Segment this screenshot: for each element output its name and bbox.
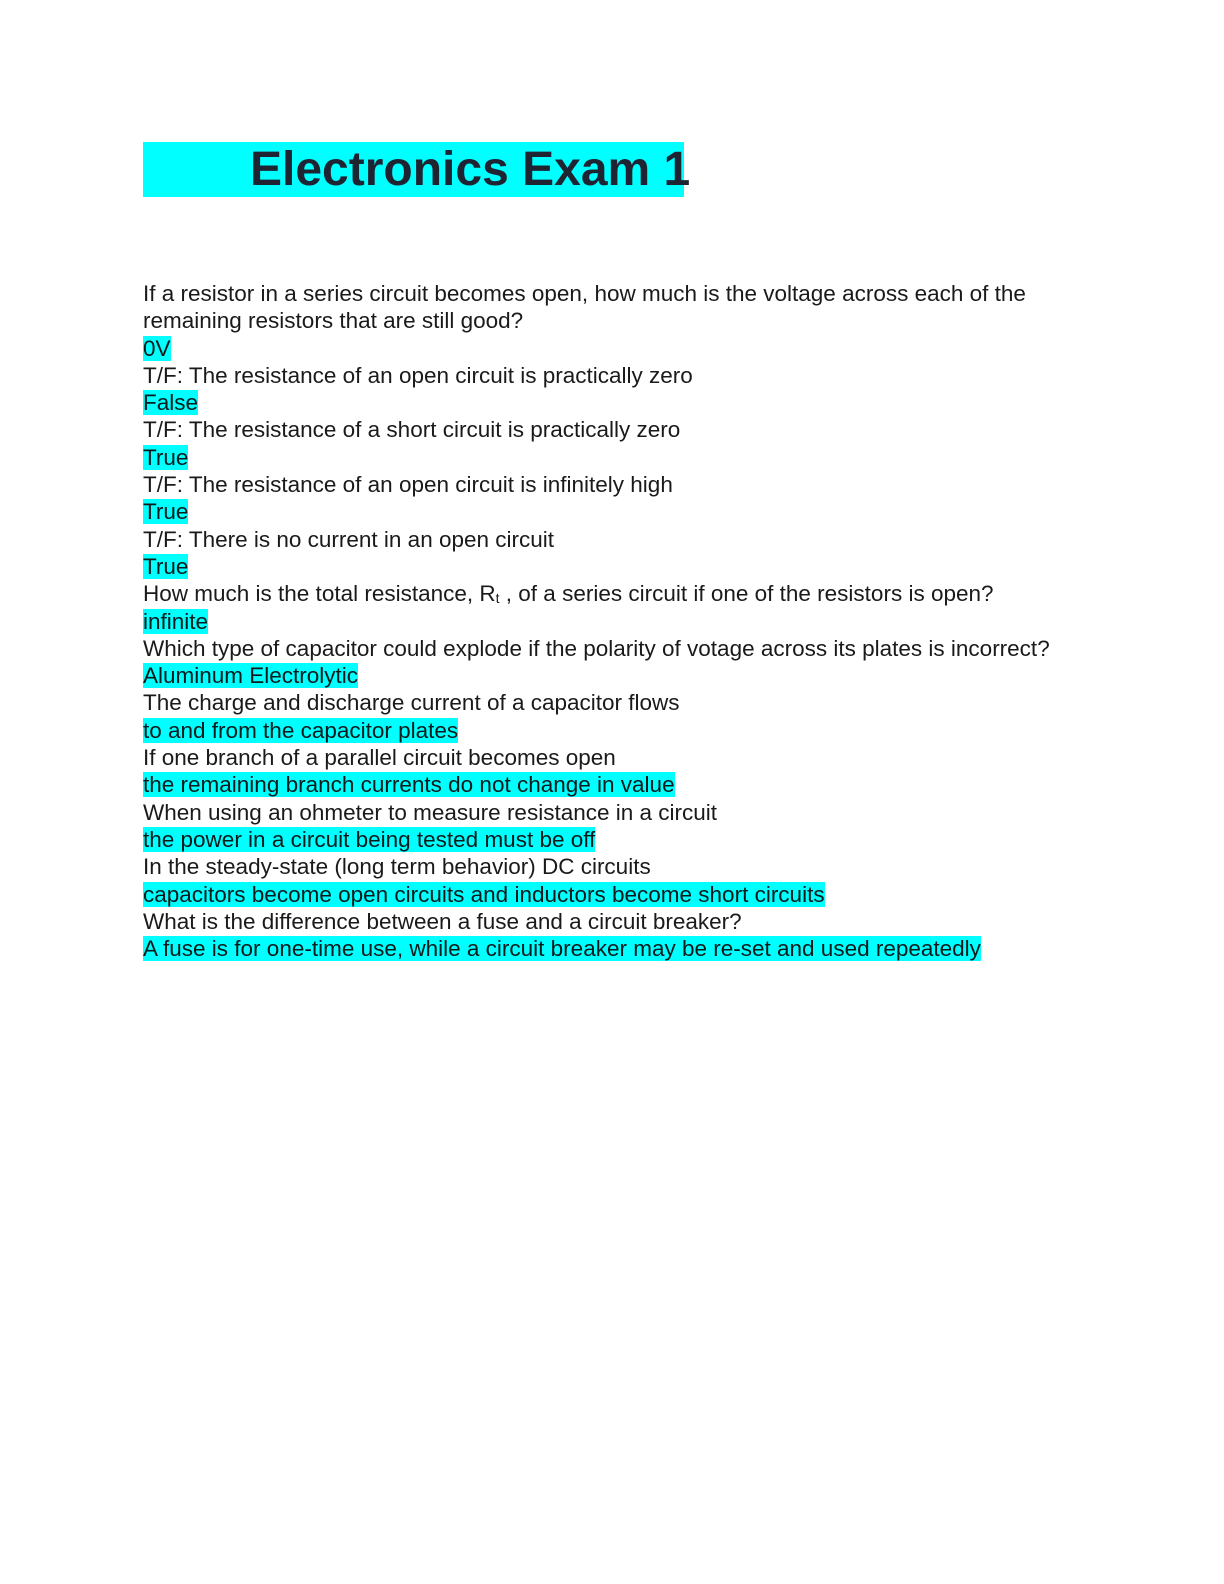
answer-4-text: True bbox=[143, 499, 189, 525]
answer-5-text: True bbox=[143, 553, 189, 579]
question-8: The charge and discharge current of a capacitor flows bbox=[143, 690, 680, 716]
answer-1 bbox=[143, 335, 1063, 362]
question-12: What is the difference between a fuse and a circuit breaker? bbox=[143, 908, 742, 934]
question-11: In the steady-state (long term behavior) DC circuits bbox=[143, 854, 651, 880]
answer-3-text: True bbox=[143, 444, 189, 470]
question-7: Which type of capacitor could explode if the polarity of votage across its plates is incorrect? bbox=[143, 635, 1050, 661]
answer-11-text: capacitors become open circuits and inductors become short circuits bbox=[143, 881, 825, 907]
question-2: T/F: The resistance of an open circuit is practically zero bbox=[143, 362, 693, 388]
question-1: If a resistor in a series circuit becomes open, how much is the voltage across each of the remaining resistors that are still good? bbox=[143, 281, 1026, 334]
question-4: T/F: The resistance of an open circuit is infinitely high bbox=[143, 472, 673, 498]
question-10: When using an ohmeter to measure resistance in a circuit bbox=[143, 799, 718, 825]
answer-5 bbox=[143, 553, 1063, 580]
question-6-pre: How much is the total resistance, R bbox=[143, 581, 496, 607]
answer-11 bbox=[143, 881, 1063, 908]
answer-8 bbox=[143, 717, 1063, 744]
answer-9-text: the remaining branch currents do not change in value bbox=[143, 772, 675, 798]
answer-6 bbox=[143, 608, 1063, 635]
question-6-subscript: t bbox=[495, 590, 500, 607]
answer-12 bbox=[143, 935, 1063, 962]
question-6-post: , of a series circuit if one of the resistors is open? bbox=[499, 581, 994, 607]
answer-6-text: infinite bbox=[143, 608, 209, 634]
question-6 bbox=[143, 580, 1063, 607]
question-9: If one branch of a parallel circuit becomes open bbox=[143, 745, 616, 771]
answer-4 bbox=[143, 498, 1063, 525]
answer-8-text: to and from the capacitor plates bbox=[143, 717, 459, 743]
question-5: T/F: There is no current in an open circuit bbox=[143, 526, 555, 552]
answer-9 bbox=[143, 771, 1063, 798]
answer-12-text: A fuse is for one-time use, while a circuit breaker may be re-set and used repeatedly bbox=[143, 936, 981, 962]
answer-10 bbox=[143, 826, 1063, 853]
answer-2-text: False bbox=[143, 390, 199, 416]
answer-7-text: Aluminum Electrolytic bbox=[143, 663, 359, 689]
answer-3 bbox=[143, 444, 1063, 471]
answer-10-text: the power in a circuit being tested must be off bbox=[143, 826, 596, 852]
answer-7 bbox=[143, 662, 1063, 689]
answer-2 bbox=[143, 389, 1063, 416]
page-title: Electronics Exam 1 bbox=[250, 143, 691, 196]
qa-list bbox=[143, 280, 1063, 962]
question-3: T/F: The resistance of a short circuit is practically zero bbox=[143, 417, 681, 443]
answer-1-text: 0V bbox=[143, 335, 171, 361]
